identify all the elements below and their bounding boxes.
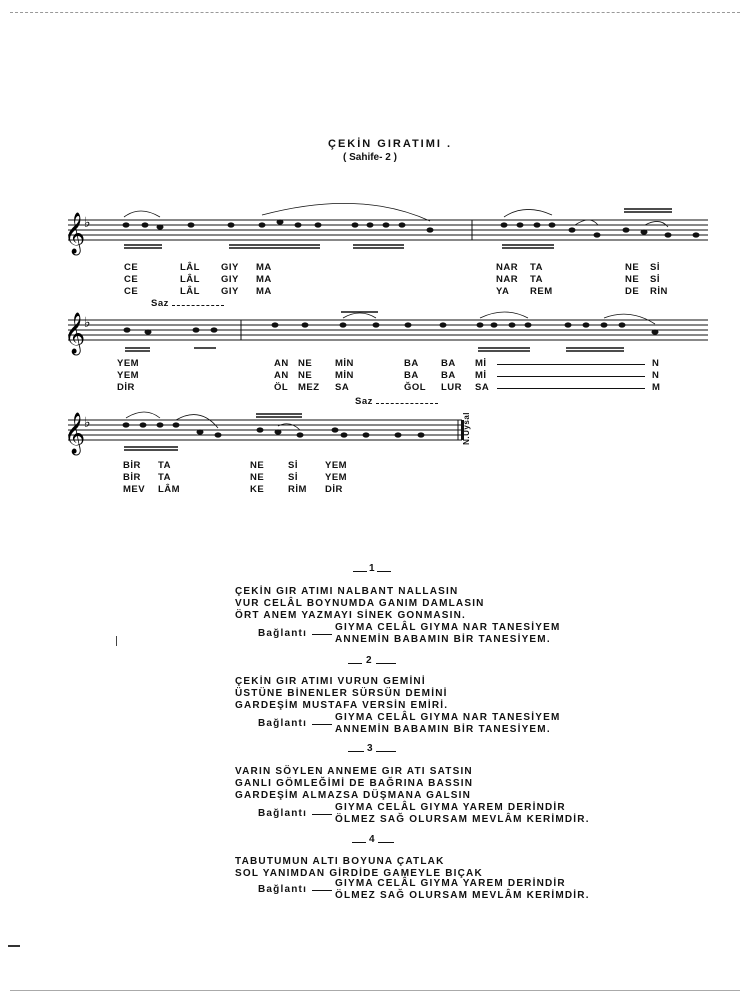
lyric-syllable: CE (124, 262, 139, 273)
scan-mark (116, 636, 117, 646)
verse-number-rule (377, 571, 391, 572)
verse-line: VUR CELÂL BOYNUMDA GANIM DAMLASIN (235, 598, 485, 609)
verse-number-rule (378, 842, 394, 843)
melisma-line (497, 364, 645, 365)
arranger-signature: N.Uysal (462, 412, 471, 445)
lyric-syllable: TA (530, 274, 543, 285)
lyric-syllable: NE (298, 370, 313, 381)
lyric-syllable: RİN (650, 286, 668, 297)
verse-number-rule (376, 663, 396, 664)
refrain-label: Bağlantı (258, 884, 308, 895)
lyric-syllable: NE (625, 262, 640, 273)
lyric-syllable: LUR (441, 382, 463, 393)
page-top-edge (10, 12, 740, 13)
lyric-syllable: GIY (221, 286, 239, 297)
verse-line: GANLI GÖMLEĞİMİ DE BAĞRINA BASSIN (235, 778, 474, 789)
lyric-syllable: Sİ (650, 262, 660, 273)
verse-number: 2 (366, 655, 372, 666)
lyric-syllable: Mİ (475, 358, 487, 369)
staff-2-beams (125, 312, 624, 351)
lyric-syllable: SA (335, 382, 350, 393)
lyric-syllable: MİN (335, 358, 354, 369)
lyric-syllable: N (652, 370, 660, 381)
lyric-syllable: BA (441, 358, 456, 369)
lyric-syllable: YEM (325, 472, 348, 483)
lyric-syllable: M (652, 382, 661, 393)
treble-clef-icon: 𝄞 (64, 413, 86, 454)
lyric-syllable: NE (250, 460, 265, 471)
refrain-line: GIYMA CELÂL GIYMA YAREM DERİNDİR (335, 878, 566, 889)
refrain-line: ANNEMİN BABAMIN BİR TANESİYEM. (335, 724, 551, 735)
lyric-syllable: BA (404, 370, 419, 381)
lyric-syllable: CE (124, 274, 139, 285)
verse-line: SOL YANIMDAN GİRDİDE GAMEYLE BIÇAK (235, 868, 483, 879)
lyric-syllable: MEZ (298, 382, 320, 393)
staff-2-slurs (343, 312, 655, 324)
lyric-syllable: AN (274, 370, 289, 381)
lyric-syllable: BİR (123, 460, 141, 471)
treble-clef-icon: 𝄞 (64, 213, 86, 254)
verse-line: TABUTUMUN ALTI BOYUNA ÇATLAK (235, 856, 445, 867)
lyric-syllable: YEM (117, 358, 140, 369)
lyric-syllable: NAR (496, 262, 519, 273)
lyric-syllable: Sİ (288, 460, 298, 471)
refrain-label: Bağlantı (258, 718, 308, 729)
refrain-line: GIYMA CELÂL GIYMA NAR TANESİYEM (335, 622, 561, 633)
verse-number: 3 (367, 743, 373, 754)
lyric-syllable: Sİ (650, 274, 660, 285)
lyric-syllable: AN (274, 358, 289, 369)
lyric-syllable: NE (625, 274, 640, 285)
refrain-line: GIYMA CELÂL GIYMA YAREM DERİNDİR (335, 802, 566, 813)
lyric-syllable: CE (124, 286, 139, 297)
refrain-line: ÖLMEZ SAĞ OLURSAM MEVLÂM KERİMDİR. (335, 890, 590, 901)
lyric-syllable: KE (250, 484, 265, 495)
refrain-label: Bağlantı (258, 808, 308, 819)
refrain-line: ÖLMEZ SAĞ OLURSAM MEVLÂM KERİMDİR. (335, 814, 590, 825)
lyric-syllable: BİR (123, 472, 141, 483)
scan-mark (8, 945, 20, 947)
lyric-syllable: BA (404, 358, 419, 369)
page-subtitle: ( Sahife- 2 ) (343, 152, 397, 163)
staff-1-beams (124, 209, 672, 248)
refrain-dash (312, 890, 332, 891)
refrain-dash (312, 634, 332, 635)
lyric-syllable: SA (475, 382, 490, 393)
lyric-syllable: LÂM (158, 484, 181, 495)
lyric-syllable: YEM (117, 370, 140, 381)
lyric-syllable: LÂL (180, 262, 200, 273)
lyric-syllable: MA (256, 262, 272, 273)
verse-line: ÜSTÜNE BİNENLER SÜRSÜN DEMİNİ (235, 688, 448, 699)
lyric-syllable: YEM (325, 460, 348, 471)
lyric-syllable: MİN (335, 370, 354, 381)
flat-key-signature-icon: ♭ (84, 415, 91, 431)
lyric-syllable: ÖL (274, 382, 289, 393)
verse-line: ÖRT ANEM YAZMAYI SİNEK GONMASIN. (235, 610, 467, 621)
verse-number-rule (352, 842, 366, 843)
lyric-syllable: Mİ (475, 370, 487, 381)
lyric-syllable: GIY (221, 274, 239, 285)
saz-marking: Saz (355, 396, 373, 407)
verse-number-rule (376, 751, 396, 752)
lyric-syllable: RİM (288, 484, 307, 495)
lyric-syllable: REM (530, 286, 553, 297)
lyric-syllable: GIY (221, 262, 239, 273)
verse-number: 4 (369, 834, 375, 845)
lyric-syllable: DİR (325, 484, 343, 495)
melisma-line (497, 388, 645, 389)
lyric-syllable: MA (256, 286, 272, 297)
lyric-syllable: BA (441, 370, 456, 381)
lyric-syllable: DE (625, 286, 640, 297)
verse-line: GARDEŞİM MUSTAFA VERSİN EMİRİ. (235, 700, 449, 711)
verse-number-rule (348, 751, 364, 752)
verse-number-rule (353, 571, 367, 572)
lyric-syllable: YA (496, 286, 510, 297)
lyric-syllable: TA (158, 472, 171, 483)
lyric-syllable: NE (298, 358, 313, 369)
lyric-syllable: LÂL (180, 274, 200, 285)
flat-key-signature-icon: ♭ (84, 315, 91, 331)
lyric-syllable: NAR (496, 274, 519, 285)
lyric-syllable: LÂL (180, 286, 200, 297)
verse-number: 1 (369, 563, 375, 574)
verse-line: ÇEKİN GIR ATIMI NALBANT NALLASIN (235, 586, 459, 597)
lyric-syllable: N (652, 358, 660, 369)
music-staff-1 (0, 195, 750, 265)
staff-2-notes (124, 322, 659, 334)
lyric-syllable: DİR (117, 382, 135, 393)
page-bottom-edge (10, 990, 740, 991)
flat-key-signature-icon: ♭ (84, 215, 91, 231)
lyric-syllable: TA (530, 262, 543, 273)
lyric-syllable: TA (158, 460, 171, 471)
music-staff-2 (0, 300, 750, 370)
treble-clef-icon: 𝄞 (64, 313, 86, 354)
refrain-dash (312, 814, 332, 815)
verse-line: ÇEKİN GIR ATIMI VURUN GEMİNİ (235, 676, 426, 687)
refrain-line: ANNEMİN BABAMIN BİR TANESİYEM. (335, 634, 551, 645)
refrain-line: GIYMA CELÂL GIYMA NAR TANESİYEM (335, 712, 561, 723)
saz-marking: Saz (151, 298, 169, 309)
refrain-label: Bağlantı (258, 628, 308, 639)
lyric-syllable: NE (250, 472, 265, 483)
lyric-syllable: MA (256, 274, 272, 285)
page-title: ÇEKİN GIRATIMI . (328, 138, 453, 150)
lyric-syllable: MEV (123, 484, 146, 495)
refrain-dash (312, 724, 332, 725)
lyric-syllable: Sİ (288, 472, 298, 483)
verse-line: GARDEŞİM ALMAZSA DÜŞMANA GALSIN (235, 790, 472, 801)
melisma-line (497, 376, 645, 377)
verse-line: VARIN SÖYLEN ANNEME GIR ATI SATSIN (235, 766, 473, 777)
staff-1-slurs (124, 203, 668, 227)
verse-number-rule (348, 663, 362, 664)
lyric-syllable: ĞOL (404, 382, 427, 393)
